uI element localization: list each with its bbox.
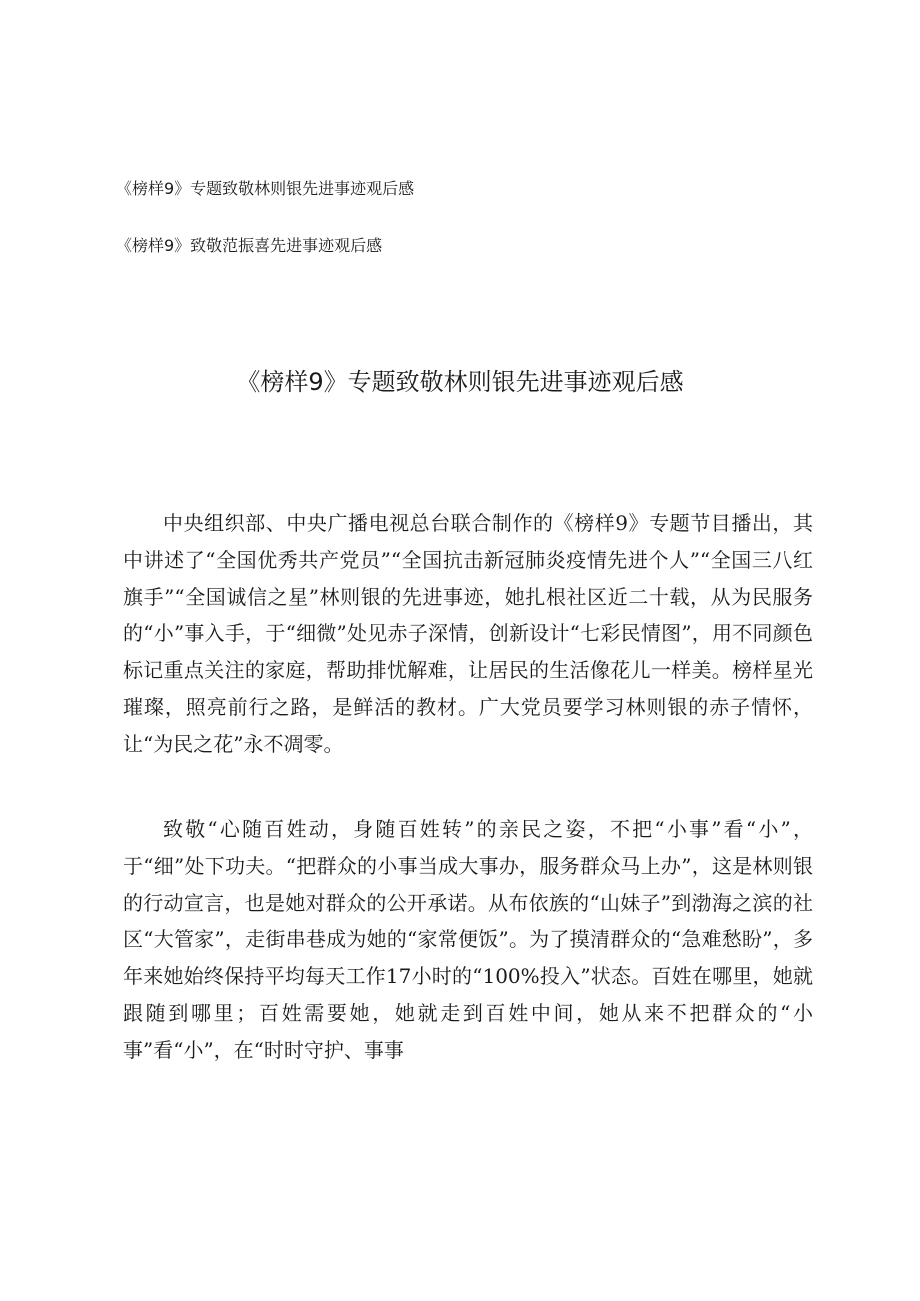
document-title: 《榜样9》专题致敬林则银先进事迹观后感 [236, 368, 684, 396]
toc-item-2: 《榜样9》致敬范振喜先进事迹观后感 [116, 236, 383, 255]
body-paragraph-1: 中央组织部、中央广播电视总台联合制作的《榜样9》专题节目播出，其中讲述了“全国优秀共产党员”“全国抗击新冠肺炎疫情先进个人”“全国三八红旗手”“全国诚信之星”林则银的先进事迹，她扎根社区近二十载，从为民服务的“小”事入手，于“细微”处见赤子深情，创新设计“七彩民情图”，用不同颜色标记重点关注的家庭，帮助排忧解难，让居民的生活像花儿一样美。榜样星光璀璨，照亮前行之路，是鲜活的教材。广大党员要学习林则银的赤子情怀，让“为民之花”永不凋零。 [123, 511, 813, 756]
toc-item-1: 《榜样9》专题致敬林则银先进事迹观后感 [116, 179, 415, 198]
body-paragraph-2: 致敬“心随百姓动，身随百姓转”的亲民之姿，不把“小事”看“小”，于“细”处下功夫。“把群众的小事当成大事办，服务群众马上办”，这是林则银的行动宣言，也是她对群众的公开承诺。从布依族的“山妹子”到渤海之滨的社区“大管家”，走街串巷成为她的“家常便饭”。为了摸清群众的“急难愁盼”，多年来她始终保持平均每天工作17小时的“100%投入”状态。百姓在哪里，她就跟随到哪里；百姓需要她，她就走到百姓中间，她从来不把群众的“小事”看“小”，在“时时守护、事事 [123, 817, 813, 1062]
